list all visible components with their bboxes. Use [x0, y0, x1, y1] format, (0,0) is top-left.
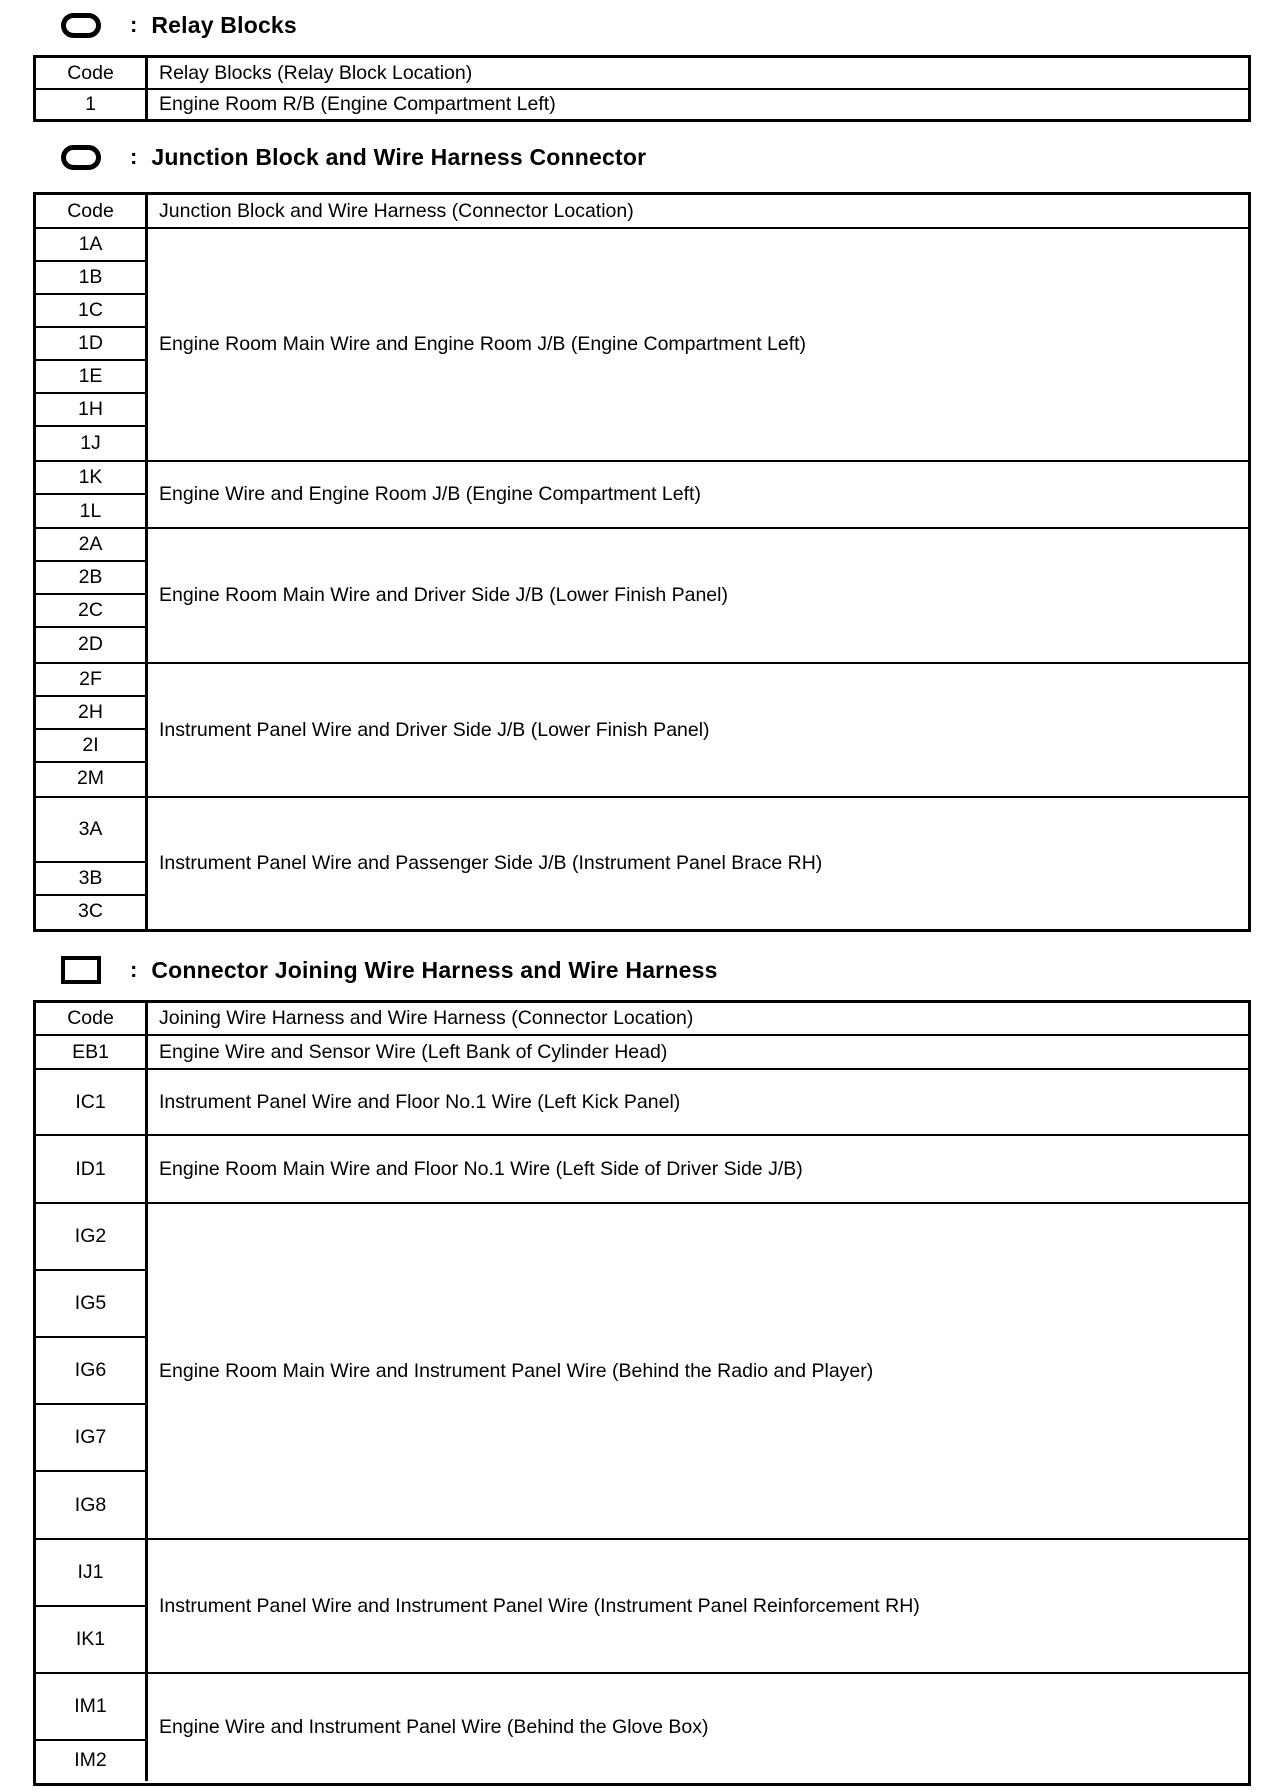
relay-block-oval-icon — [58, 10, 104, 40]
junction-block-table — [33, 192, 1251, 932]
table-row — [36, 1136, 1248, 1204]
code-cell: 1J — [80, 432, 101, 454]
table-header-row — [36, 195, 1248, 229]
code-column-header: Code — [36, 195, 148, 227]
relay-blocks-heading — [58, 3, 297, 47]
code-cell: 2C — [36, 595, 145, 628]
connector-heading — [58, 948, 718, 992]
table-row — [36, 1070, 1248, 1136]
heading-colon: : — [130, 957, 138, 982]
description-cell: Engine Room Main Wire and Driver Side J/B (Lower Finish Panel) — [159, 584, 728, 606]
code-cell: 2B — [36, 562, 145, 595]
code-column-header: Code — [36, 1003, 148, 1034]
description-column-header: Relay Blocks (Relay Block Location) — [159, 61, 473, 84]
code-stack — [36, 462, 148, 527]
description-cell: Engine Wire and Sensor Wire (Left Bank of Cylinder Head) — [159, 1040, 668, 1063]
code-cell: IC1 — [36, 1070, 148, 1134]
code-cell: IJ1 — [36, 1540, 145, 1607]
description-cell: Instrument Panel Wire and Passenger Side J/B (Instrument Panel Brace RH) — [159, 852, 823, 874]
heading-colon: : — [130, 12, 138, 37]
table-row-group — [36, 462, 1248, 529]
section-title: Connector Joining Wire Harness and Wire Harness — [151, 956, 718, 983]
code-stack — [36, 1674, 148, 1781]
code-cell: 3C — [78, 900, 103, 922]
junction-block-oval-icon — [58, 142, 104, 172]
code-stack — [36, 1540, 148, 1672]
code-cell: IG8 — [74, 1493, 107, 1516]
code-cell: 1D — [36, 328, 145, 361]
code-stack — [36, 664, 148, 796]
code-cell: 2A — [36, 529, 145, 562]
table-row — [36, 90, 1248, 119]
code-cell: 1L — [79, 499, 102, 522]
code-cell: 1H — [36, 394, 145, 427]
description-cell: Engine Wire and Engine Room J/B (Engine Compartment Left) — [159, 483, 701, 505]
code-cell: 1C — [36, 295, 145, 328]
code-cell: 2M — [76, 767, 105, 789]
table-row — [36, 1036, 1248, 1070]
code-stack — [36, 529, 148, 662]
code-cell: IM2 — [74, 1748, 107, 1771]
code-cell: 2I — [36, 730, 145, 763]
code-column-header: Code — [36, 58, 148, 88]
code-cell: 1 — [36, 90, 148, 119]
code-cell: IG2 — [36, 1204, 145, 1271]
table-header-row — [36, 1003, 1248, 1036]
description-cell: Engine Room Main Wire and Floor No.1 Wire (Left Side of Driver Side J/B) — [159, 1157, 803, 1180]
code-cell: IG5 — [36, 1271, 145, 1338]
code-cell: 1K — [36, 462, 145, 495]
description-cell: Engine Room Main Wire and Instrument Panel Wire (Behind the Radio and Player) — [159, 1359, 874, 1382]
description-cell: Instrument Panel Wire and Floor No.1 Wire (Left Kick Panel) — [159, 1090, 681, 1113]
code-cell: IG6 — [36, 1338, 145, 1405]
code-cell: IG7 — [36, 1405, 145, 1472]
section-title: Relay Blocks — [151, 11, 297, 38]
table-header-row — [36, 58, 1248, 90]
connector-rectangle-icon — [58, 955, 104, 985]
junction-block-heading — [58, 135, 646, 179]
code-cell: ID1 — [36, 1136, 148, 1202]
code-cell: 1B — [36, 262, 145, 295]
code-cell: EB1 — [36, 1036, 148, 1068]
relay-blocks-table — [33, 55, 1251, 122]
code-cell: 2D — [78, 632, 103, 655]
code-stack — [36, 229, 148, 460]
code-stack — [36, 798, 148, 929]
code-cell: 2H — [36, 697, 145, 730]
code-stack — [36, 1204, 148, 1538]
code-cell: 3A — [36, 798, 145, 863]
table-row-group — [36, 1674, 1248, 1781]
code-cell: IK1 — [75, 1628, 106, 1650]
description-column-header: Joining Wire Harness and Wire Harness (Connector Location) — [159, 1007, 694, 1029]
code-cell: 2F — [36, 664, 145, 697]
code-cell: 3B — [36, 863, 145, 896]
table-row-group — [36, 529, 1248, 664]
table-row-group — [36, 229, 1248, 462]
code-cell: 1E — [36, 361, 145, 394]
description-cell: Instrument Panel Wire and Driver Side J/B (Lower Finish Panel) — [159, 718, 710, 741]
description-cell: Engine Room Main Wire and Engine Room J/B (Engine Compartment Left) — [159, 333, 807, 355]
heading-colon: : — [130, 144, 138, 169]
table-row-group — [36, 798, 1248, 929]
section-title: Junction Block and Wire Harness Connector — [151, 143, 647, 170]
description-cell: Engine Room R/B (Engine Compartment Left) — [159, 93, 556, 115]
table-row-group — [36, 1204, 1248, 1540]
table-row-group — [36, 1540, 1248, 1674]
code-cell: IM1 — [36, 1674, 145, 1741]
table-row-group — [36, 664, 1248, 798]
description-cell: Instrument Panel Wire and Instrument Panel Wire (Instrument Panel Reinforcement RH) — [159, 1594, 920, 1617]
connector-table — [33, 1000, 1251, 1786]
description-cell: Engine Wire and Instrument Panel Wire (Behind the Glove Box) — [159, 1716, 709, 1738]
code-cell: 1A — [36, 229, 145, 262]
description-column-header: Junction Block and Wire Harness (Connector Location) — [159, 199, 634, 222]
